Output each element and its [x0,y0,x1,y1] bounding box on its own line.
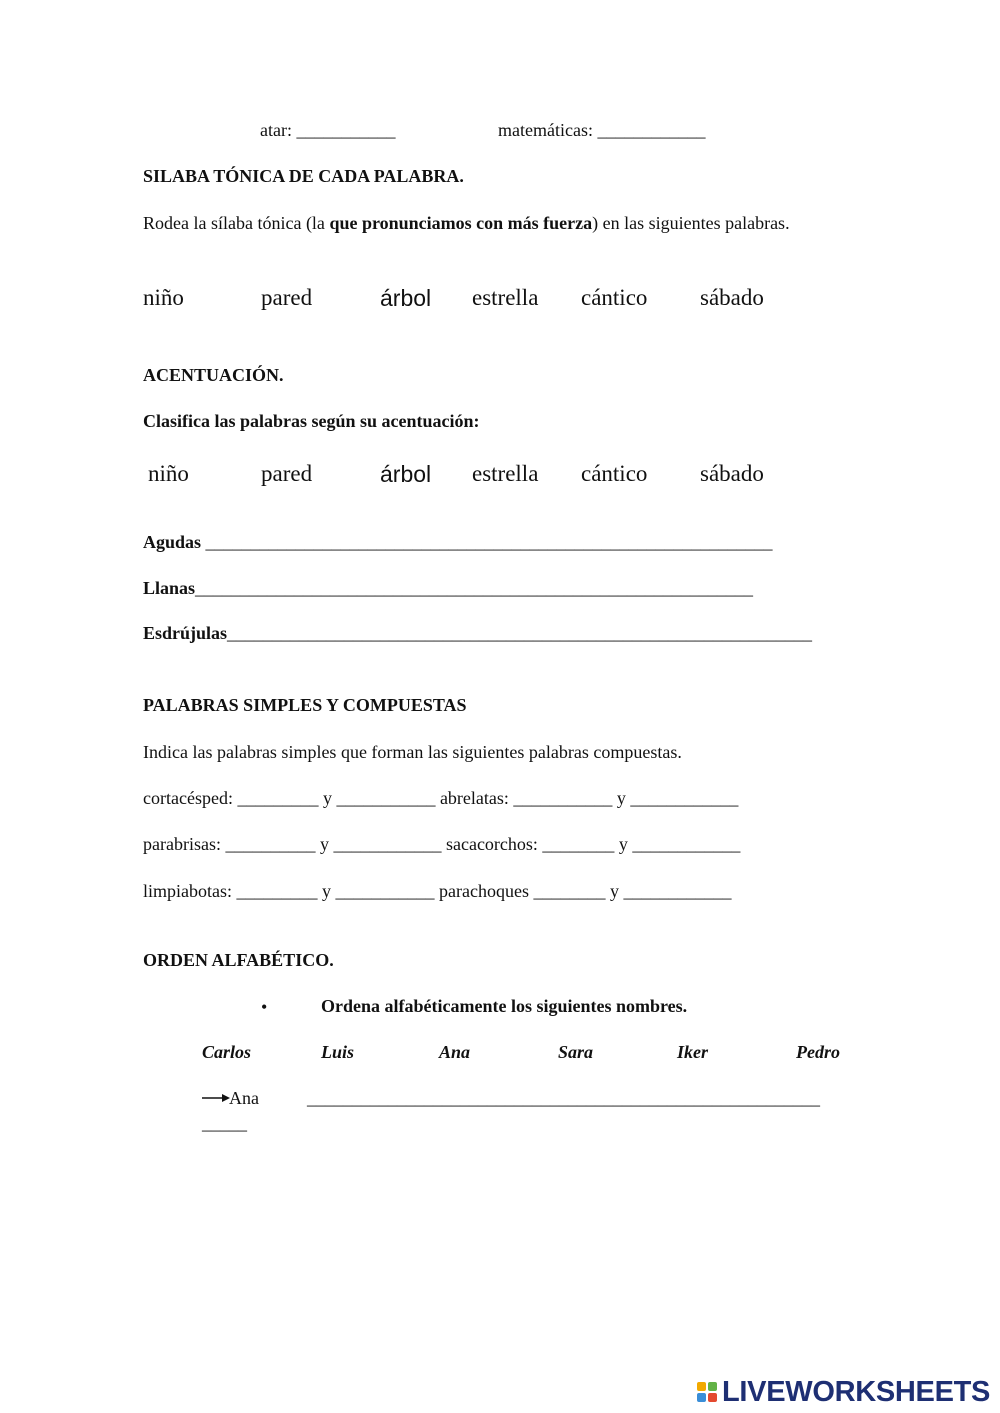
logo-square [708,1393,717,1402]
name-item: Pedro [796,1042,840,1062]
logo-square [697,1393,706,1402]
agudas-answer-line[interactable]: _______________________________________________________________ [205,532,773,552]
name-item: Ana [439,1042,471,1062]
arrow-right-icon [202,1092,230,1104]
agudas-row [143,532,773,553]
logo-mark-icon [697,1382,717,1402]
acentuacion-instruction: Clasifica las palabras según su acentuación: [143,411,480,431]
logo-text: LIVEWORKSHEETS [722,1375,991,1408]
answer-example: Ana [229,1088,259,1108]
acentuacion-word[interactable]: estrella [472,461,539,486]
acentuacion-heading: ACENTUACIÓN. [143,365,284,385]
logo-square [697,1382,706,1391]
orden-heading: ORDEN ALFABÉTICO. [143,950,334,970]
silaba-word[interactable]: estrella [472,285,539,310]
llanas-row [143,578,753,599]
agudas-label: Agudas [143,532,202,552]
esdrujulas-answer-line[interactable]: _________________________________________________________________ [227,623,813,643]
name-item: Carlos [202,1042,252,1062]
llanas-label: Llanas [143,578,196,598]
silaba-word[interactable]: niño [143,285,184,310]
acentuacion-word[interactable]: sábado [700,461,764,486]
silaba-word[interactable]: cántico [581,285,648,310]
liveworksheets-logo [697,1374,990,1410]
llanas-answer-line[interactable]: ______________________________________________________________ [195,578,754,598]
matematicas-field: matemáticas: ____________ [498,120,706,140]
silaba-instruction [143,211,855,236]
name-item: Luis [321,1042,355,1062]
compuestas-heading: PALABRAS SIMPLES Y COMPUESTAS [143,695,467,715]
compuestas-row[interactable]: limpiabotas: _________ y ___________ parachoques ________ y ____________ [143,881,732,901]
orden-answer-line-continued[interactable]: _____ [202,1113,247,1133]
silaba-instruction-start: Rodea la sílaba tónica (la [143,213,330,233]
esdrujulas-row [143,623,812,644]
logo-square [708,1382,717,1391]
name-item: Sara [558,1042,594,1062]
acentuacion-word[interactable]: niño [148,461,189,486]
silaba-instruction-end: ) en las siguientes palabras. [592,213,790,233]
compuestas-instruction: Indica las palabras simples que forman las siguientes palabras compuestas. [143,742,682,762]
silaba-word[interactable]: árbol [380,285,432,311]
bullet: • [261,997,268,1017]
silaba-instruction-bold: que pronunciamos con más fuerza [329,213,593,233]
orden-instruction: Ordena alfabéticamente los siguientes nombres. [321,996,688,1016]
atar-field: atar: ___________ [260,120,396,140]
orden-answer-line[interactable]: _________________________________________________________ [307,1088,820,1108]
acentuacion-word[interactable]: árbol [380,461,432,487]
acentuacion-word[interactable]: pared [261,461,313,486]
compuestas-row[interactable]: parabrisas: __________ y ____________ sacacorchos: ________ y ____________ [143,834,741,854]
compuestas-row[interactable]: cortacésped: _________ y ___________ abrelatas: ___________ y ____________ [143,788,739,808]
acentuacion-word[interactable]: cántico [581,461,648,486]
silaba-heading: SILABA TÓNICA DE CADA PALABRA. [143,166,464,186]
esdrujulas-label: Esdrújulas [143,623,228,643]
name-item: Iker [677,1042,708,1062]
silaba-word[interactable]: sábado [700,285,764,310]
silaba-word[interactable]: pared [261,285,313,310]
